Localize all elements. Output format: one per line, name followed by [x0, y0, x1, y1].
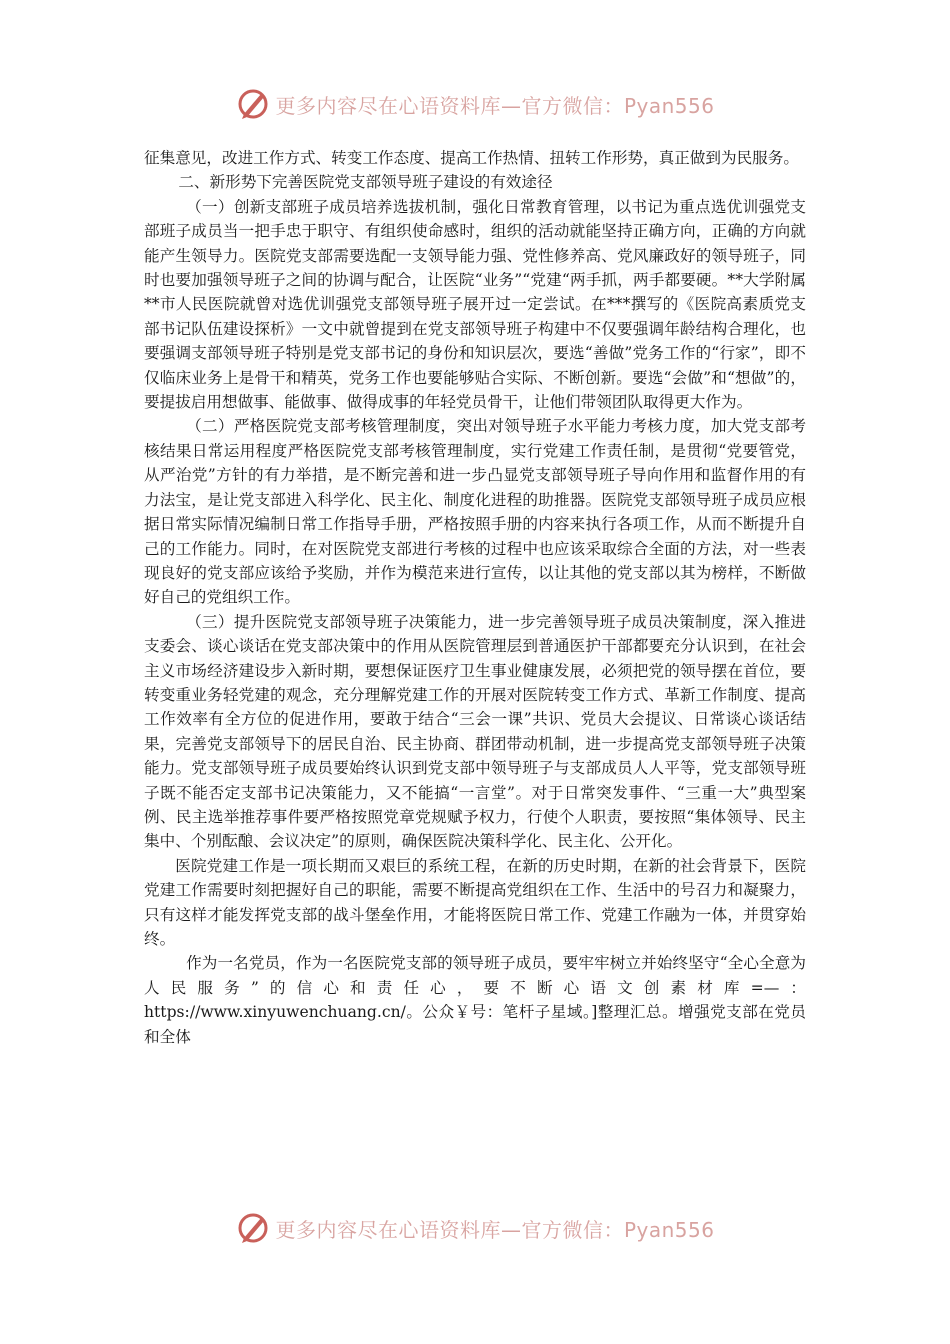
- pen-logo-icon: [235, 86, 271, 122]
- header-banner: [0, 82, 950, 126]
- paragraph-conclusion: 医院党建工作是一项长期而又艰巨的系统工程，在新的历史时期，在新的社会背景下，医院党建工作需要时刻把握好自己的职能，需要不断提高党组织在工作、生活中的号召力和凝聚力，只有这样才能发挥党支部的战斗堡垒作用，才能将医院日常工作、党建工作融为一体，并贯穿始终。: [144, 856, 806, 948]
- footer-banner-text: 更多内容尽在心语资料库—官方微信：Pyan556: [275, 1217, 715, 1242]
- footer-banner: [0, 1206, 950, 1250]
- paragraph-subsection-1: （一）创新支部班子成员培养选拔机制，强化日常教育管理，以书记为重点选优训强党支部班子成员当一把手忠于职守、有组织使命感时，组织的活动就能坚持正确方向，正确的方向就能产生领导力。医院党支部需要选配一支领导能力强、党性修养高、党风廉政好的领导班子，同时也要加强领导班子之间的协调与配合，让医院“业务”“党建“两手抓，两手都要硬。**大学附属**市人民医院就曾对选优训强党支部领导班子展开过一定尝试。在***撰写的《医院高素质党支部书记队伍建设探析》一文中就曾提到在党支部领导班子构建中不仅要强调年龄结构合理化，也要强调支部领导班子特别是党支部书记的身份和知识层次，要选“善做”党务工作的“行家”，即不仅临床业务上是骨干和精英，党务工作也要能够贴合实际、不断创新。要选“会做”和“想做”的，要提拔启用想做事、能做事、做得成事的年轻党员骨干，让他们带领团队取得更大作为。: [144, 197, 806, 412]
- paragraph-subsection-2: （二）严格医院党支部考核管理制度，突出对领导班子水平能力考核力度，加大党支部考核结果日常运用程度严格医院党支部考核管理制度，实行党建工作责任制，是贯彻“党要管党，从严治党”方针的有力举措，是不断完善和进一步凸显党支部领导班子导向作用和监督作用的有力法宝，是让党支部进入科学化、民主化、制度化进程的助推器。医院党支部领导班子成员应根据日常实际情况编制日常工作指导手册，严格按照手册的内容来执行各项工作，从而不断提升自己的工作能力。同时，在对医院党支部进行考核的过程中也应该采取综合全面的方法，对一些表现良好的党支部应该给予奖励，并作为模范来进行宣传，以让其他的党支部以其为榜样，不断做好自己的党组织工作。: [144, 417, 806, 607]
- section-heading: 二、新形势下完善医院党支部领导班子建设的有效途径: [178, 173, 553, 192]
- paragraph-continuation: 征集意见，改进工作方式、转变工作态度、提高工作热情、扭转工作形势，真正做到为民服务。: [144, 149, 799, 167]
- paragraph-closing: 作为一名党员，作为一名医院党支部的领导班子成员，要牢牢树立并始终坚守“全心全意为人民服务”的信心和责任心，要不断心语文创素材库=—：https://www.xinyuwenchuang.cn/。公众￥号：笔杆子星域。]整理汇总。增强党支部在党员和全体: [144, 954, 806, 1046]
- header-banner-text: 更多内容尽在心语资料库—官方微信：Pyan556: [275, 93, 715, 118]
- pen-logo-icon: [235, 1210, 271, 1246]
- paragraph-subsection-3: （三）提升医院党支部领导班子决策能力，进一步完善领导班子成员决策制度，深入推进支委会、谈心谈话在党支部决策中的作用从医院管理层到普通医护干部都要充分认识到，在社会主义市场经济建设步入新时期，要想保证医疗卫生事业健康发展，必须把党的领导摆在首位，要转变重业务轻党建的观念，充分理解党建工作的开展对医院转变工作方式、革新工作制度、提高工作效率有全方位的促进作用，要敢于结合“三会一课”共识、党员大会提议、日常谈心谈话结果，完善党支部领导下的居民自治、民主协商、群团带动机制，进一步提高党支部领导班子决策能力。党支部领导班子成员要始终认识到党支部中领导班子与支部成员人人平等，党支部领导班子既不能否定支部书记决策能力，又不能搞“一言堂”。对于日常突发事件、“三重一大”典型案例、民主选举推荐事件要严格按照党章党规赋予权力，行使个人职责，要按照“集体领导、民主集中、个别酝酿、会议决定”的原则，确保医院决策科学化、民主化、公开化。: [144, 612, 806, 851]
- document-body: [144, 146, 806, 1049]
